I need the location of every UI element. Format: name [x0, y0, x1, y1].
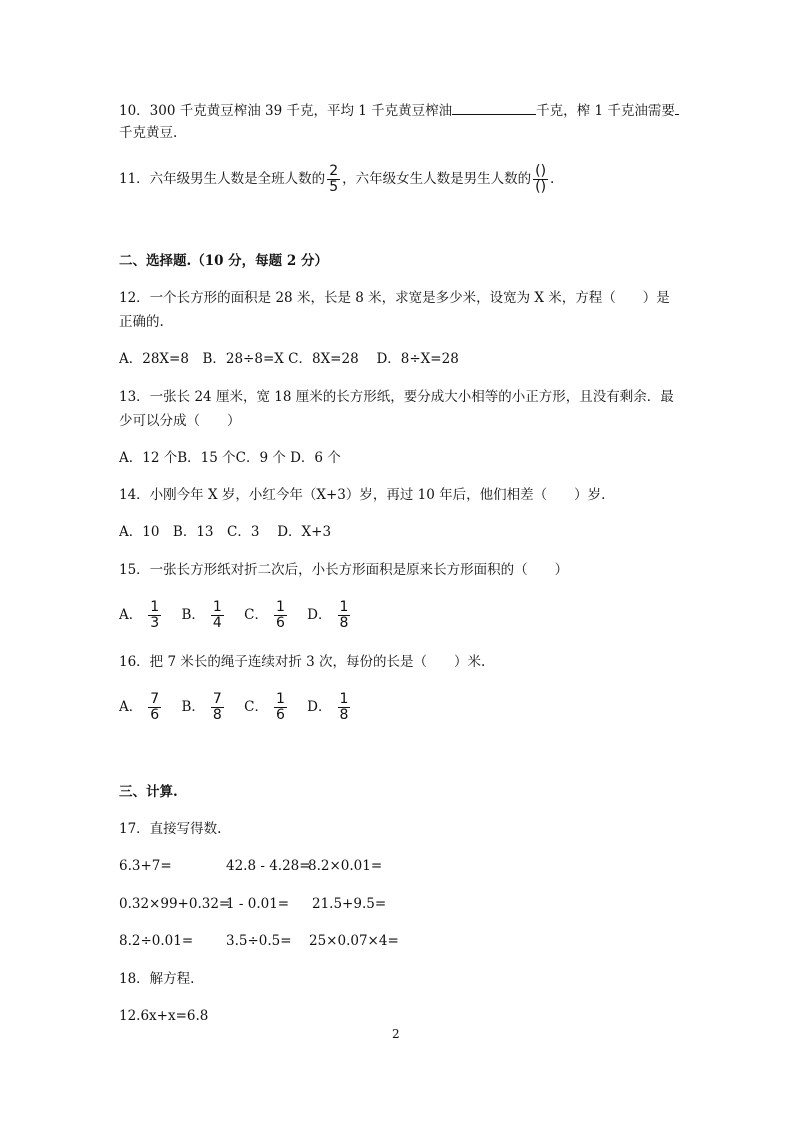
question-13-options: A．12 个B．15 个C．9 个 D．6 个 [119, 450, 341, 466]
fraction: $\frac{7}{8}$ [212, 690, 222, 723]
option-b[interactable]: B． $\frac{1}{4}$ [181, 598, 222, 631]
calc-item: 0.32×99+0.32= [119, 896, 231, 912]
question-10-text-c: 千克黄豆. [119, 125, 178, 141]
section-2-heading: 二、选择题.（10 分，每题 2 分） [119, 253, 328, 269]
question-12-options: A．28X=8 B．28÷8=X C．8X=28 D．8÷X=28 [119, 351, 459, 367]
question-12-line-1: 12．一个长方形的面积是 28 米，长是 8 米，求宽是多少米，设宽为 X 米，方程（ ）是 [119, 290, 670, 306]
question-10-text-a: 10．300 千克黄豆榨油 39 千克，平均 1 千克黄豆榨油 [119, 103, 453, 119]
calc-item: 1 - 0.01= [226, 896, 290, 912]
question-10-line-2 [119, 124, 177, 142]
question-17-title: 17．直接写得数. [119, 821, 222, 837]
question-14-options: A．10 B．13 C．3 D．X+3 [119, 524, 332, 540]
option-d[interactable]: D． $\frac{1}{8}$ [307, 598, 349, 631]
question-11 [119, 162, 554, 196]
calc-item: 6.3+7= [119, 858, 172, 874]
question-15-options [119, 598, 366, 632]
fraction: $\frac{7}{6}$ [150, 690, 160, 723]
option-a[interactable]: A． $\frac{1}{3}$ [119, 598, 160, 631]
fraction: $\frac{1}{4}$ [212, 598, 222, 631]
question-18-title: 18．解方程. [119, 971, 195, 987]
question-10-text-b: 千克，榨 1 千克油需要 [536, 103, 675, 119]
question-11-text-b: ，六年级女生人数是男生人数的 [342, 171, 532, 187]
question-16-options [119, 690, 366, 724]
calc-item: 3.5÷0.5= [226, 933, 292, 949]
question-13-line-2: 少可以分成（ ） [119, 413, 241, 429]
option-c[interactable]: C． $\frac{1}{6}$ [244, 598, 285, 631]
calc-item: 8.2×0.01= [308, 858, 383, 874]
equation-1: 12.6x+x=6.8 [119, 1008, 209, 1024]
question-15-line-1: 15．一张长方形纸对折二次后，小长方形面积是原来长方形面积的（ ） [119, 562, 569, 578]
answer-blank-2[interactable] [675, 100, 679, 115]
calc-item: 25×0.07×4= [309, 933, 399, 949]
question-10-line-1 [119, 100, 679, 120]
option-c[interactable]: C． $\frac{1}{6}$ [244, 690, 285, 723]
section-3-heading: 三、计算. [119, 784, 178, 800]
option-a[interactable]: A． $\frac{7}{6}$ [119, 690, 160, 723]
question-14-line-1: 14．小刚今年 X 岁，小红今年（X+3）岁，再过 10 年后，他们相差（ ）岁. [119, 487, 606, 503]
option-b[interactable]: B． $\frac{7}{8}$ [181, 690, 222, 723]
question-12-line-2: 正确的. [119, 314, 164, 330]
fraction-blank[interactable]: $\frac{()}{()}$ [535, 163, 547, 195]
page-number: 2 [392, 1027, 400, 1041]
calc-item: 42.8 - 4.28= [226, 858, 311, 874]
fraction-two-fifths: $\frac{2}{5}$ [329, 163, 339, 195]
question-11-text-a: 11．六年级男生人数是全班人数的 [119, 171, 326, 187]
fraction: $\frac{1}{8}$ [339, 690, 349, 723]
answer-blank-1[interactable] [452, 100, 536, 115]
question-13-line-1: 13．一张长 24 厘米，宽 18 厘米的长方形纸，要分成大小相等的小正方形，且没有剩余．最 [119, 389, 674, 405]
question-11-text-c: . [550, 171, 555, 187]
calc-item: 21.5+9.5= [312, 896, 387, 912]
fraction: $\frac{1}{6}$ [275, 690, 285, 723]
question-16-line-1: 16．把 7 米长的绳子连续对折 3 次，每份的长是（ ）米. [119, 654, 486, 670]
fraction: $\frac{1}{6}$ [275, 598, 285, 631]
calc-item: 8.2÷0.01= [119, 933, 194, 949]
fraction: $\frac{1}{3}$ [150, 598, 160, 631]
fraction: $\frac{1}{8}$ [339, 598, 349, 631]
option-d[interactable]: D． $\frac{1}{8}$ [307, 690, 349, 723]
